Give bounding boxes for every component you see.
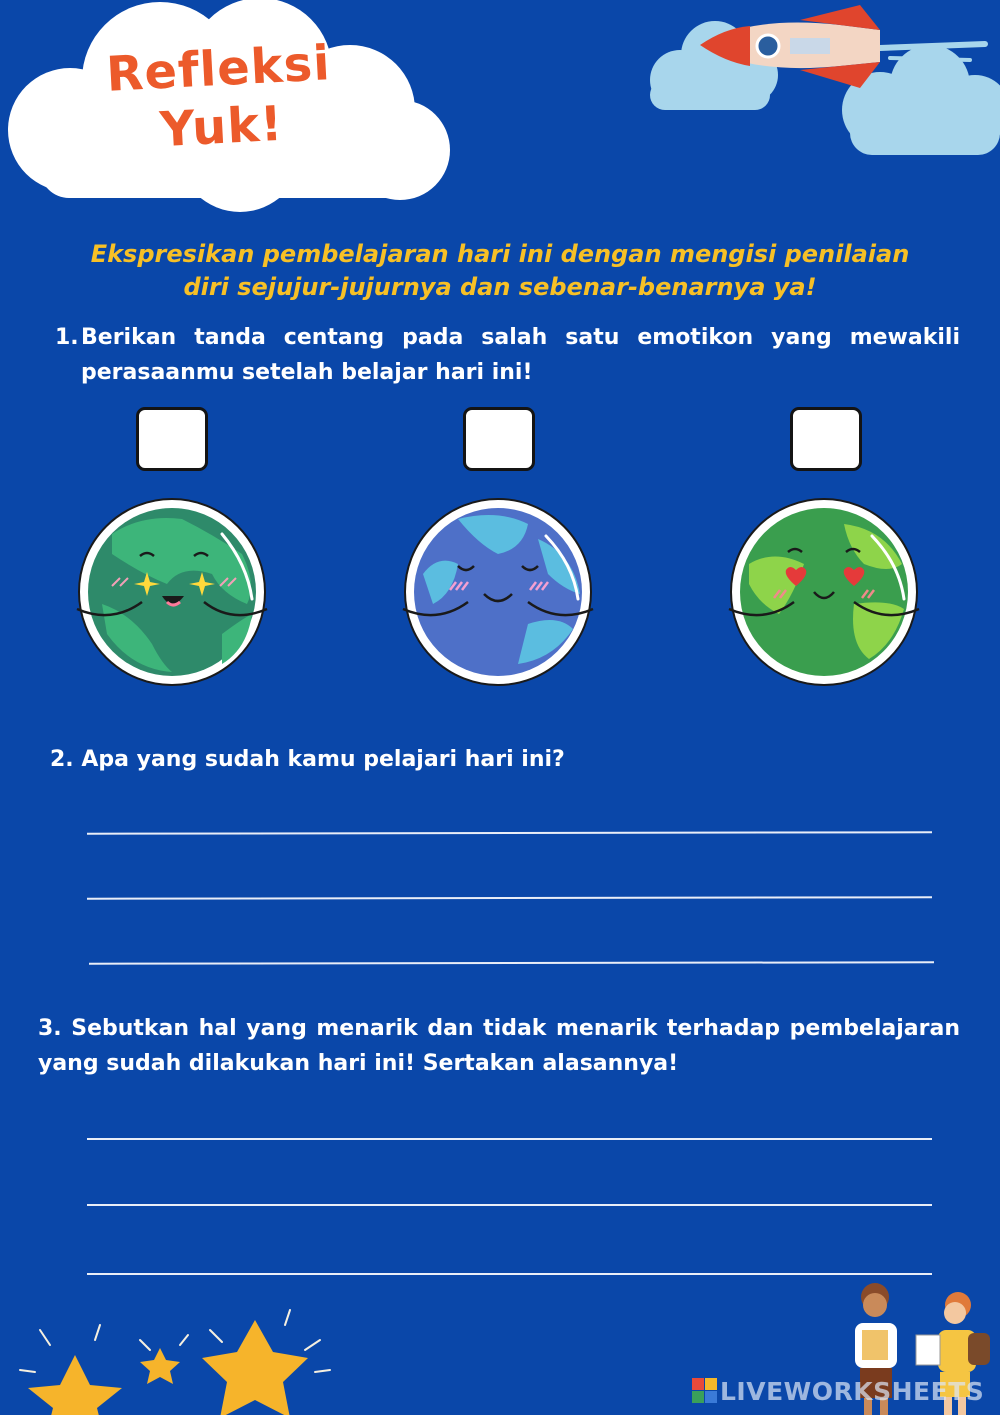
answer-line-q3-1[interactable] [87,1138,932,1140]
blushing-earth-icon [398,494,598,690]
question-1-text: Berikan tanda centang pada salah satu emotikon yang mewakili perasaanmu setelah belajar hari ini! [81,325,960,385]
answer-line-q2-2[interactable] [87,896,932,899]
emoticon-checkbox-1[interactable] [136,407,208,471]
starry-eyed-earth-icon [72,494,272,690]
emoticon-checkbox-3[interactable] [790,407,862,471]
page-title: Refleksi Yuk! [104,35,332,159]
question-3: 3. Sebutkan hal yang menarik dan tidak menarik terhadap pembelajaran yang sudah dilakukan hari ini! Sertakan alasannya! [38,1016,960,1076]
stars-decoration [0,1300,360,1415]
answer-line-q2-1[interactable] [87,831,932,834]
instruction-subtitle: Ekspresikan pembelajaran hari ini dengan mengisi penilaian diri sejujur-jujurnya dan sebenar-benarnya ya! [90,240,910,301]
emoticon-checkbox-2[interactable] [463,407,535,471]
liveworksheets-watermark: LIVEWORKSHEETS [720,1377,985,1406]
answer-line-q2-3[interactable] [89,961,934,964]
question-2: 2. Apa yang sudah kamu pelajari hari ini? [50,747,565,772]
answer-line-q3-3[interactable] [87,1273,932,1275]
liveworksheets-logo-icon [692,1378,718,1404]
question-1 [55,320,960,390]
answer-line-q3-2[interactable] [87,1204,932,1206]
question-1-number: 1. [55,325,79,350]
heart-eyed-earth-icon [724,494,924,690]
rocket-illustration [630,0,1000,170]
